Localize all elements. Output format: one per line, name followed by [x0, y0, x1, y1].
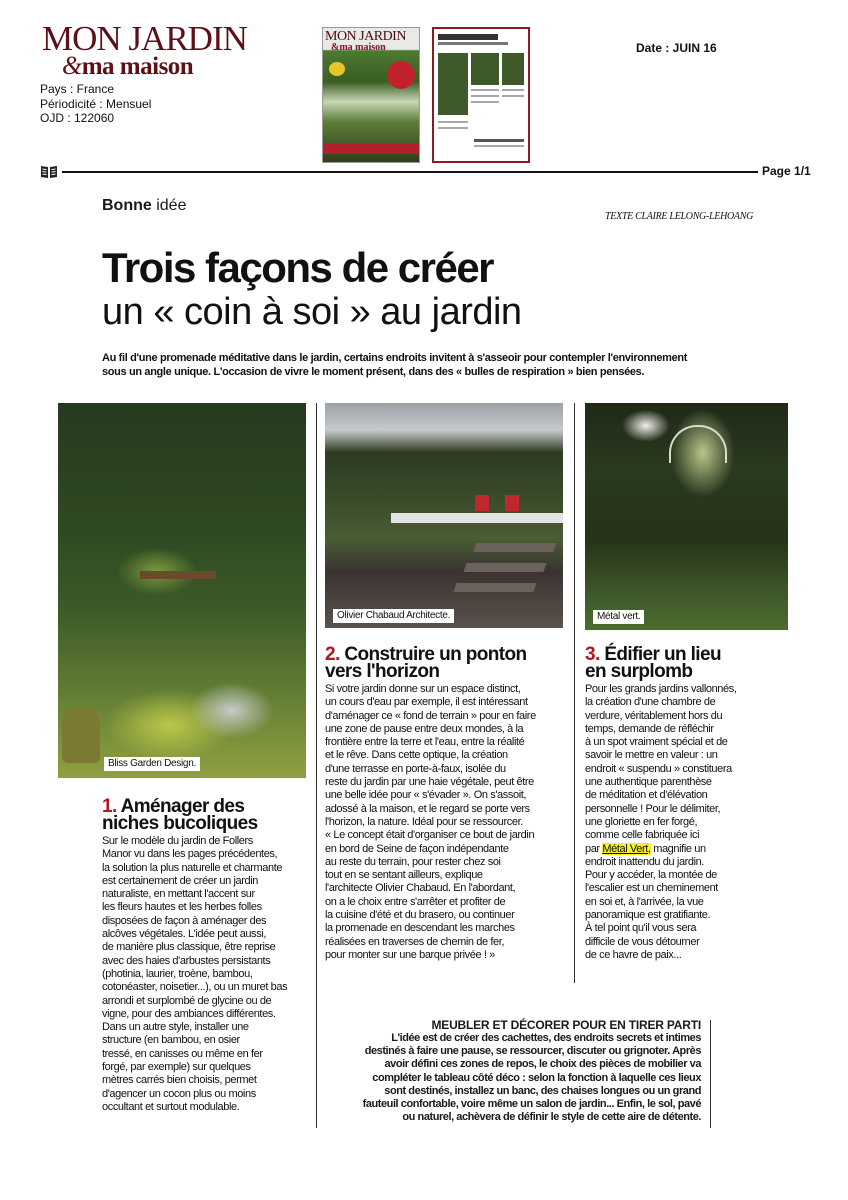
body-line: avec des haies d'arbustes persistants	[102, 954, 271, 967]
lead-line: Au fil d'une promenade méditative dans le jardin, certains endroits invitent à s'asseoir pour contempler l'environnement	[102, 352, 688, 364]
photo-garden-niche	[58, 403, 306, 778]
body-line: de méditation et d'élévation	[585, 789, 708, 802]
body-line: et le rêve. Dans cette optique, la création	[325, 749, 508, 762]
body-line: en soi et, à l'arrivée, la vue	[585, 895, 704, 908]
body-line: cotonéaster, noisetier...), ou un muret bas	[102, 981, 288, 994]
column-divider	[574, 403, 575, 983]
body-line: de ce havre de paix...	[585, 948, 682, 961]
body-line: la promenade en descendant les marches	[325, 922, 515, 935]
page-number: Page 1/1	[762, 164, 811, 178]
photo-caption: Métal vert.	[593, 610, 644, 624]
mini-text-line	[502, 89, 524, 91]
mini-text-line	[438, 127, 468, 129]
article-title: Trois façons de créer	[102, 244, 494, 291]
magazine-cover-thumbnail	[322, 27, 420, 163]
ojd: OJD : 122060	[40, 111, 115, 125]
section-number: 2.	[325, 644, 340, 665]
body-line: panoramique est gratifiante.	[585, 909, 711, 922]
cover-band	[323, 144, 419, 154]
tip-line: sont destinés, installez un banc, des chaises longues ou un grand	[384, 1084, 701, 1097]
body-line: à un spot vraiment spécial et de	[585, 736, 728, 749]
body-line: disposées de façon à aménager des	[102, 914, 267, 927]
body-line: alcôves végétales. L'idée peut aussi,	[102, 928, 267, 941]
body-line: Pour y accéder, la montée de	[585, 869, 717, 882]
author-credit: TEXTE CLAIRE LELONG-LEHOANG	[605, 211, 754, 222]
body-line: personnelle ! Pour le délimiter,	[585, 802, 721, 815]
mini-text-line	[471, 89, 499, 91]
mini-text-line	[471, 95, 499, 97]
article-lead	[102, 351, 742, 379]
body-line: une gloriette en fer forgé,	[585, 815, 698, 828]
tip-box-body	[335, 1032, 701, 1124]
tip-box	[335, 1018, 701, 1124]
body-line: en bord de Seine de façon indépendante	[325, 842, 509, 855]
mini-photo-2	[471, 53, 499, 85]
open-book-icon	[40, 164, 58, 179]
body-line: occultant et surtout modulable.	[102, 1100, 240, 1113]
body-line: les fleurs hautes et les herbes folles	[102, 901, 262, 914]
body-line: une authentique parenthèse	[585, 776, 712, 789]
mini-text-line	[474, 139, 524, 142]
section-3	[585, 646, 790, 962]
body-line: Dans un autre style, installer une	[102, 1021, 249, 1034]
column-divider	[316, 403, 317, 1128]
body-line: verdure, véritablement hors du	[585, 709, 723, 722]
body-line: l'horizon, la nature. Idéal pour se ressourcer.	[325, 815, 523, 828]
body-line: comme celle fabriquée ici	[585, 829, 700, 842]
rubric-rest: idée	[151, 197, 187, 214]
tip-line: compléter le tableau côté déco : selon la fonction à laquelle ces lieux	[372, 1071, 701, 1084]
publication-date: Date : JUIN 16	[636, 41, 717, 55]
stair-step	[453, 583, 536, 592]
cover-title: MON JARDIN	[325, 29, 406, 44]
photo-caption: Bliss Garden Design.	[104, 757, 200, 771]
mini-text-line	[502, 95, 524, 97]
press-metadata	[40, 82, 151, 126]
cover-subtitle: &ma maison	[331, 42, 386, 53]
body-line: au reste du terrain, pour rester chez soi	[325, 855, 501, 868]
country: Pays : France	[40, 82, 115, 96]
tip-line: ou naturel, achèvera de définir le style de cette aire de détente.	[402, 1111, 701, 1124]
body-line: Si votre jardin donne sur un espace distinct,	[325, 683, 521, 695]
section-1	[102, 798, 314, 1114]
body-line: frontière entre la terre et l'eau, entre la réalité	[325, 736, 525, 749]
body-line: un cours d'eau par exemple, il est intéressant	[325, 696, 528, 709]
body-line: tressé, en canisses ou même en fer	[102, 1047, 263, 1060]
body-line: Pour les grands jardins vallonnés,	[585, 683, 737, 695]
deck-shape	[391, 513, 563, 523]
photo-gazebo	[585, 403, 788, 630]
tip-line: avoir défini ces zones de repos, le choix des pièces de mobilier va	[384, 1058, 701, 1071]
section-title	[102, 798, 314, 832]
stair-step	[473, 543, 556, 552]
body-line: pour monter sur une barque privée ! »	[325, 948, 495, 961]
body-line: la cuisine d'été et du brasero, ou continuer	[325, 909, 515, 922]
body-line: une belle idée pour « s'évader ». On s'assoit,	[325, 789, 527, 802]
logo-line2: ma maison	[81, 53, 194, 80]
logo-line1: MON JARDIN	[42, 19, 247, 58]
logo-ampersand: &	[62, 51, 82, 80]
section-number: 1.	[102, 796, 117, 817]
mini-title	[438, 34, 498, 40]
section-body	[585, 683, 790, 962]
body-line: savoir le mettre en valeur : un	[585, 749, 718, 762]
tip-line: fauteuil confortable, voire même un salon de jardin... Enfin, le sol, pavé	[362, 1098, 701, 1111]
body-line: reste du jardin par une haie végétale, peut être	[325, 776, 534, 789]
mini-text-line	[471, 101, 499, 103]
mini-photo-3	[502, 53, 524, 85]
body-line: temps, demande de réfléchir	[585, 722, 714, 735]
body-line: endroit « suspendu » constituera	[585, 762, 732, 775]
red-chair-shape	[505, 495, 519, 511]
cover-badge	[387, 61, 415, 89]
body-line: adossé à la maison, et le regard se porte vers	[325, 802, 530, 815]
section-title	[325, 646, 565, 680]
tip-box-rule	[710, 1020, 711, 1128]
body-line: d'agencer un cocon plus ou moins	[102, 1087, 256, 1100]
body-line: de manière plus classique, être reprise	[102, 941, 276, 954]
section-title-line: Édifier un lieu	[599, 644, 721, 665]
section-body	[102, 835, 314, 1114]
body-line: « Le concept était d'organiser ce bout de jardin	[325, 829, 535, 842]
mini-photo-1	[438, 53, 468, 115]
body-line: l'architecte Olivier Chabaud. En l'abordant,	[325, 882, 516, 895]
body-line: naturaliste, en mettant l'accent sur	[102, 888, 255, 901]
section-title-line: en surplomb	[585, 661, 693, 682]
body-line: mètres carrés bien choisis, permet	[102, 1074, 257, 1087]
frequency: Périodicité : Mensuel	[40, 96, 152, 111]
body-line: endroit inattendu du jardin.	[585, 855, 705, 868]
body-line: d'aménager ce « fond de terrain » pour en faire	[325, 709, 536, 722]
body-line: la solution la plus naturelle et charmante	[102, 861, 283, 874]
body-line: l'escalier est un cheminement	[585, 882, 718, 895]
cover-flower	[329, 62, 345, 76]
link-suffix: magnifie un	[650, 842, 706, 855]
body-line: (photinia, laurier, troène, bambou,	[102, 967, 253, 980]
section-title-line: niches bucoliques	[102, 813, 258, 834]
section-title-line: vers l'horizon	[325, 661, 440, 682]
mini-text-line	[474, 145, 524, 147]
body-line: d'une terrasse en porte-à-faux, isolée du	[325, 762, 506, 775]
pot-shape	[62, 708, 100, 763]
tip-line: L'idée est de créer des cachettes, des endroits secrets et intimes	[391, 1032, 701, 1044]
section-title-line: Construire un ponton	[339, 644, 527, 665]
metal-vert-link[interactable]: Métal Vert,	[602, 842, 651, 855]
red-chair-shape	[475, 495, 489, 511]
section-title	[585, 646, 790, 680]
article-subtitle: un « coin à soi » au jardin	[102, 291, 522, 333]
section-title-line: Aménager des	[116, 796, 245, 817]
body-line: À tel point qu'il vous sera	[585, 922, 697, 935]
body-line: on a le choix entre s'arrêter et profiter de	[325, 895, 506, 908]
body-line: une zone de pause entre deux mondes, à la	[325, 722, 524, 735]
section-body	[325, 683, 565, 962]
photo-pontoon	[325, 403, 563, 628]
bench-shape	[140, 571, 216, 579]
body-line: est certainement de créer un jardin	[102, 874, 258, 887]
body-line	[585, 843, 790, 856]
magazine-logo-subtitle	[62, 53, 193, 80]
body-line: réalisées en traverses de chemin de fer,	[325, 935, 505, 948]
body-line: tout en se sentant ailleurs, explique	[325, 869, 483, 882]
body-line: arrondi et surplombé de glycine ou de	[102, 994, 272, 1007]
body-line: difficile de vous détourner	[585, 935, 700, 948]
gazebo-dome-shape	[669, 425, 727, 463]
body-line: forgé, par exemple) sur quelques	[102, 1061, 251, 1074]
mini-text-line	[438, 121, 468, 123]
rubric-bold: Bonne	[102, 197, 152, 214]
lead-line: sous un angle unique. L'occasion de vivre le moment présent, dans des « bulles de respiration » bien pensées.	[102, 366, 645, 378]
header-divider	[62, 171, 758, 173]
article-page-thumbnail	[432, 27, 530, 163]
body-line: vigne, pour des ambiances différentes.	[102, 1007, 276, 1020]
body-line: Manor vu dans les pages précédentes,	[102, 848, 278, 861]
tip-box-title: MEUBLER ET DÉCORER POUR EN TIRER PARTI	[431, 1018, 701, 1032]
stair-step	[463, 563, 546, 572]
section-2	[325, 646, 565, 962]
body-line: structure (en bambou, en osier	[102, 1034, 240, 1047]
body-line: la création d'une chambre de	[585, 696, 716, 709]
mini-subtitle	[438, 42, 508, 45]
tip-line: destinés à faire une pause, se ressourcer, discuter ou grignoter. Après	[364, 1045, 701, 1058]
body-line: Sur le modèle du jardin de Follers	[102, 835, 253, 847]
rubric-label	[102, 197, 186, 215]
photo-caption: Olivier Chabaud Architecte.	[333, 609, 454, 623]
section-number: 3.	[585, 644, 600, 665]
link-prefix: par	[585, 842, 603, 855]
